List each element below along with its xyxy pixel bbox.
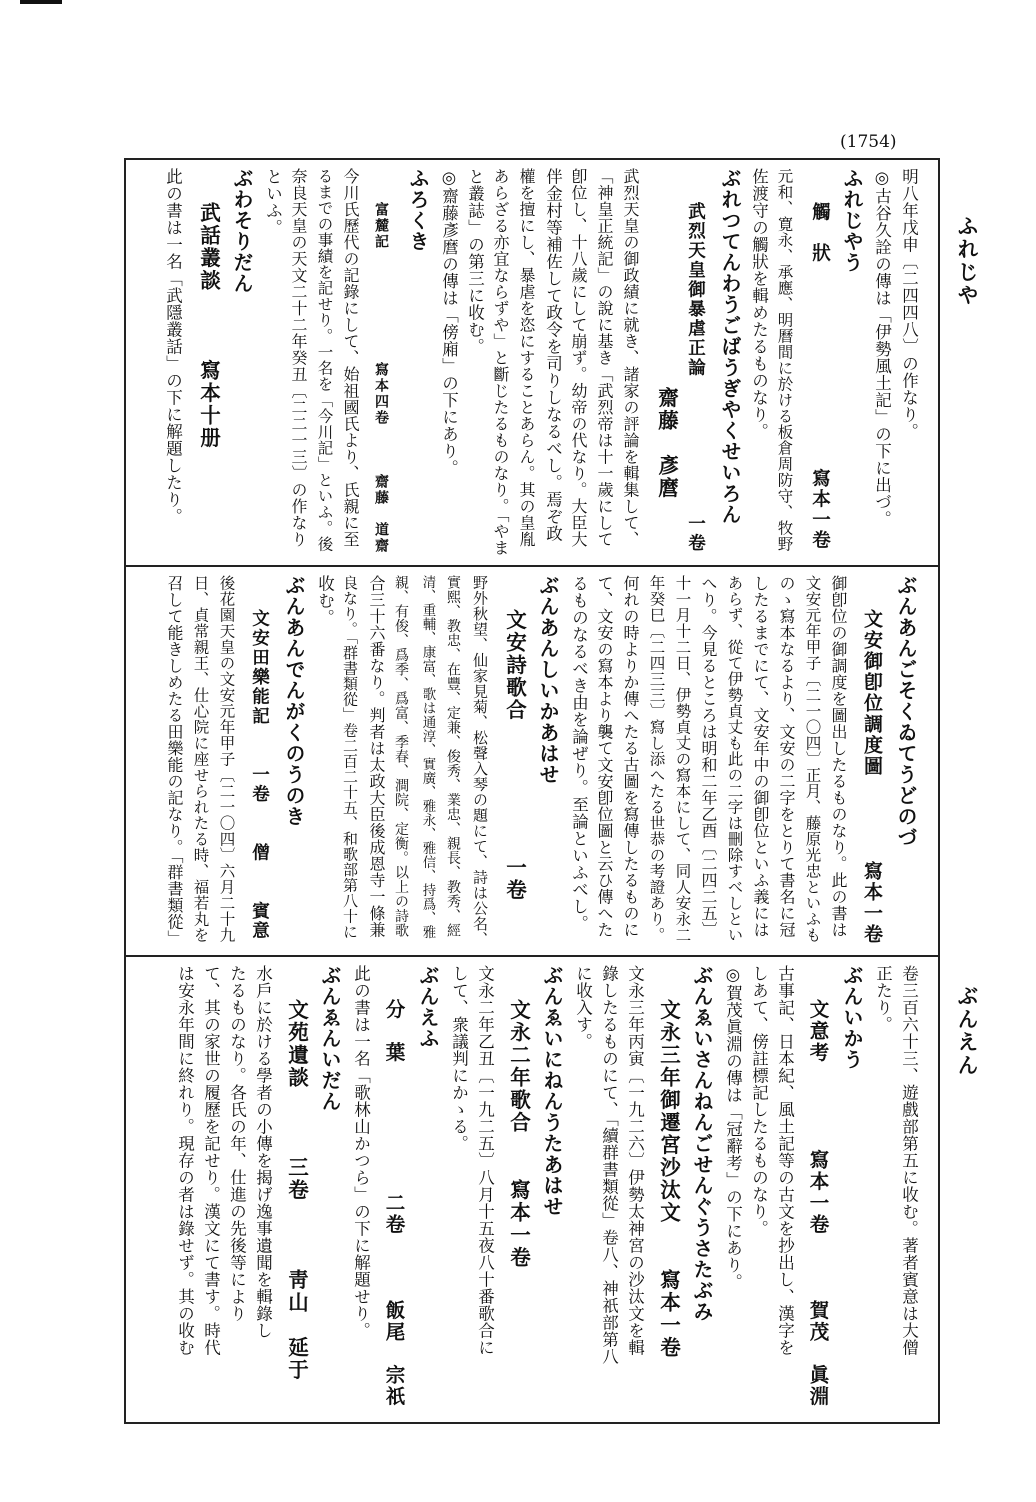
tier-2 bbox=[124, 569, 936, 951]
entry-title: 文苑遺談 三卷 靑山 延于 bbox=[284, 999, 309, 1382]
text-column: ◎賀茂眞淵の傳は「冠辭考」の下にあり。 bbox=[723, 965, 743, 1291]
tier-3 bbox=[124, 959, 936, 1416]
text-column: 野外秋望、仙家見菊、松聲入琴の題にて、詩は公名、 bbox=[471, 575, 489, 947]
text-column: 日、貞常親王、仕心院に座せられたる時、福若丸を bbox=[191, 575, 210, 943]
text-column: のゝ寫本なるより、文安の二字をとりて書名に冠 bbox=[777, 575, 796, 938]
text-column: 合三十六番なり。判者は太政大臣後成恩寺一條兼 bbox=[367, 575, 386, 938]
text-column: 權を擅にし、暴虐を恣にすることあらん。其の皇胤 bbox=[517, 168, 536, 548]
text-column: 實熙、教忠、在豐、定兼、俊秀、業忠、親長、教秀、經 bbox=[445, 575, 461, 938]
text-column: 佐渡守の觸狀を輯めたるものなり。 bbox=[749, 168, 769, 440]
text-column: 明八年戊申〔二四四八〕の作なり。 bbox=[899, 168, 919, 440]
text-column: て、其の家世の履歷を記せり。漢文にて書す。時代 bbox=[201, 965, 221, 1356]
text-column: と叢誌」の第三に收む。 bbox=[465, 168, 485, 355]
text-column: 「神皇正統記」の說に基き「武烈帝は十一歲にして bbox=[595, 168, 614, 548]
entry-reading: ぶんゑいさんねんごせんぐうさたぶみ bbox=[690, 965, 714, 1322]
text-column: へり。今見るところは明和二年乙酉〔二四二五〕 bbox=[699, 575, 718, 938]
entry-title: 文意考 寫本一卷 賀茂 眞淵 bbox=[806, 999, 830, 1408]
text-column: 正たり。 bbox=[873, 965, 893, 1033]
tier-1 bbox=[124, 162, 936, 560]
entry-title: 分 葉 二卷 飯尾 宗祇 bbox=[382, 999, 406, 1408]
text-column: 文安元年甲子〔二一〇四〕正月、藤原光忠といふも bbox=[803, 575, 822, 943]
entry-title: 富麓記 寫本四卷 齋藤 道齋 bbox=[373, 202, 389, 554]
entry-reading: ぶれつてんわうごばうぎやくせいろん bbox=[718, 168, 742, 525]
text-column: 錄したるものにて、「續群書類從」卷八、神祇部第八 bbox=[599, 965, 619, 1365]
entry-reading: ふろくき bbox=[406, 168, 430, 252]
entry-reading: ぶんあんでんがくのうのき bbox=[282, 575, 306, 827]
text-column: 何れの時よりか傳へたる古圖を寫傳したるものに bbox=[621, 575, 640, 938]
text-column: といふ。 bbox=[263, 168, 283, 236]
text-column: 年癸巳〔二四三三〕寫し添へたる世恭の考證あり。 bbox=[647, 575, 666, 943]
text-column: 此の書は一名「武隱叢話」の下に解題したり。 bbox=[163, 168, 183, 525]
text-column: あらず、從て伊勢貞丈も此の二字は刪除すべしとい bbox=[725, 575, 744, 943]
text-column: 水戶に於ける學者の小傳を揭げ逸事遺聞を輯錄し bbox=[253, 965, 273, 1339]
text-column: に收入す。 bbox=[573, 965, 593, 1050]
text-column: ◎齋藤彥麿の傳は「傍廂」の下にあり。 bbox=[439, 168, 459, 477]
text-column: 武烈天皇の御政績に就き、諸家の評論を輯集して、 bbox=[621, 168, 640, 548]
entry-reading: ふれじやう bbox=[840, 168, 864, 273]
text-column: 古事記、日本紀、風土記等の古文を抄出し、漢字を bbox=[775, 965, 795, 1356]
entry-reading: ぶんあんしいかあはせ bbox=[536, 575, 560, 785]
entry-reading: ぶんえふ bbox=[416, 965, 440, 1049]
text-column: 召して能きしめたる田樂能の記なり。「群書類從」 bbox=[165, 575, 184, 947]
text-column: 文永二年乙丑〔一九二五〕八月十五夜八十番歌合に bbox=[475, 965, 495, 1356]
text-column: 文永三年丙寅〔一九二六〕伊勢太神宮の沙汰文を輯 bbox=[625, 965, 645, 1356]
text-column: 伴金村等補佐して政令を司りしなるべし。焉ぞ政 bbox=[543, 168, 563, 542]
entry-reading: ぶんあんごそくゐてうどのづ bbox=[894, 575, 918, 848]
text-column: 清、重輔、康富、歌は通淳、實廣、雅永、雅信、持爲、雅 bbox=[419, 575, 436, 939]
running-head-top: ふれじや bbox=[955, 215, 980, 307]
text-column: 今川氏歷代の記錄にして、始祖國氏より、氏親に至 bbox=[341, 168, 360, 548]
entry-reading: ぶわそりだん bbox=[230, 168, 254, 294]
entry-title: 文安田樂能記 一卷 僧 賓意 bbox=[249, 609, 270, 941]
entry-title: 文永三年御遷宮沙汰文 寫本一卷 bbox=[656, 999, 681, 1359]
text-column: るものなるべき由を論ぜり。至論といふべし。 bbox=[569, 575, 589, 932]
entry-title: 武烈天皇御暴虐正論 一卷 bbox=[685, 202, 706, 553]
text-column: 卽位し、十八歲にして崩ず。幼帝の代なり。大臣大 bbox=[569, 168, 588, 548]
tier-divider-1 bbox=[124, 565, 940, 567]
entry-title: 觸 狀 寫本一卷 bbox=[809, 202, 831, 551]
entry-reading: ぶんゑんいだん bbox=[318, 965, 342, 1112]
entry-reading: ぶんいかう bbox=[840, 965, 864, 1070]
entry-author: 齋藤 彥麿 bbox=[654, 162, 679, 500]
text-column: 卷三百六十三、遊戲部第五に收む。著者賓意は大僧 bbox=[899, 965, 919, 1356]
text-column: るまでの事績を記せり。一名を「今川記」といふ。後 bbox=[315, 168, 334, 552]
entry-title: 文安御卽位調度圖 寫本一卷 bbox=[861, 609, 883, 945]
entry-reading: ぶんゑいにねんうたあはせ bbox=[540, 965, 564, 1217]
text-column: 十一月十二日、伊勢貞丈の寫本にして、同人安永二 bbox=[673, 575, 692, 943]
text-column: ◎古谷久詮の傳は「伊勢風土記」の下に出づ。 bbox=[872, 168, 892, 528]
text-column: 御卽位の御調度を圖出したるものなり。此の書は bbox=[829, 575, 848, 938]
entry-title: 武話叢談 寫本十册 bbox=[196, 202, 221, 450]
text-column: は安永年間に終れり。現存の者は錄せず。其の收む bbox=[175, 965, 195, 1356]
text-column: 後花園天皇の文安元年甲子〔二一〇四〕六月二十九 bbox=[217, 575, 236, 943]
entry-title: 文永二年歌合 寫本一卷 bbox=[506, 999, 531, 1269]
text-column: て、文安の寫本より襲て文安卽位圖と云ひ傳へた bbox=[595, 575, 614, 938]
text-column: 此の書は一名「歌林山かつら」の下に解題せり。 bbox=[351, 965, 371, 1339]
text-column: して、衆議判にかゝる。 bbox=[449, 965, 469, 1152]
text-column: あらざる亦宜ならずや」と斷じたるものなり。「やま bbox=[491, 168, 510, 556]
text-column: 親、有俊、爲季、爲富、季春、澗院、定衡。以上の詩歌 bbox=[393, 575, 409, 938]
page-number: (1754) bbox=[840, 132, 897, 152]
running-head-bottom: ぶんえん bbox=[955, 985, 980, 1077]
tier-divider-2 bbox=[124, 955, 940, 957]
text-column: 奈良天皇の天文二十二年癸丑〔二二一三〕の作なり bbox=[289, 168, 308, 548]
text-column: 良なり。「群書類從」卷二百二十五、和歌部第八十に bbox=[341, 575, 359, 940]
text-column: 收む。 bbox=[315, 575, 335, 626]
entry-title: 文安詩歌合 一卷 bbox=[502, 609, 527, 902]
corner-rule bbox=[20, 0, 62, 4]
text-column: 元和、寛永、承應、明曆間に於ける板倉周防守、牧野 bbox=[775, 168, 794, 552]
text-column: たるものなり。各氏の年、仕進の先後等により bbox=[227, 965, 247, 1322]
text-column: しあて、傍註標記したるものなり。 bbox=[749, 965, 769, 1237]
text-column: したるまでにて、文安年中の御卽位といふ義には bbox=[751, 575, 770, 938]
